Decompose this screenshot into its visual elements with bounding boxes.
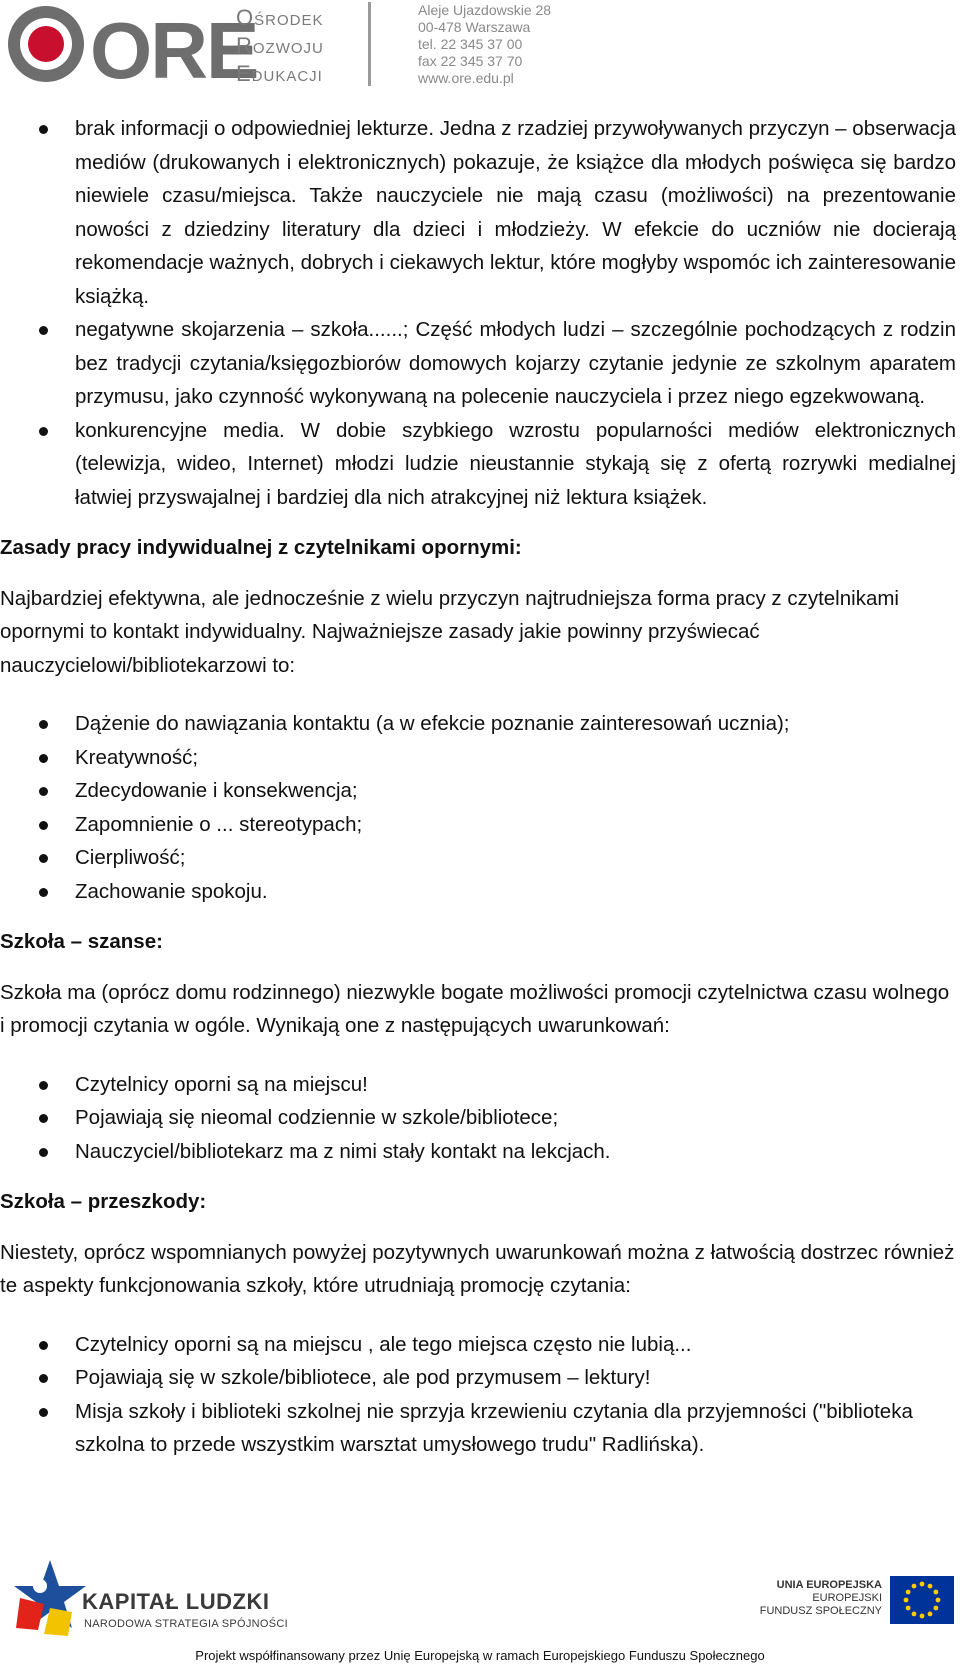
list-item-text: Zapomnienie o ... stereotypach; [75,812,363,836]
list-item-text: brak informacji o odpowiedniej lekturze. Jedna z rzadziej przywoływanych przyczyn – obserwacja mediów (drukowanych i elektronicznych) pokazuje, że książce dla młodych poświęca się bardzo niewiele czasu/miejsca. Także nauczyciele nie mają czasu (możliwości) na prezentowanie nowości z dziedziny literatury dla dzieci i młodzieży. W efekcie do uczniów nie docierają rekomendacje ważnych, dobrych i ciekawych lektur, które mogłyby wspomóc ich zainteresowanie książką. [75,117,956,308]
list-item [0,741,956,775]
bullet-icon [39,427,48,436]
kapital-ludzki-title: KAPITAŁ LUDZKI [82,1589,270,1614]
list-item-text: negatywne skojarzenia – szkoła......; Część młodych ludzi – szczególnie pochodzących z rodzin bez tradycji czytania/księgozbiorów domowych kojarzy czytanie jedynie ze szkolnym aparatem przymusu, jako czynność wykonywaną na polecenie nauczyciela i przez niego egzekwowaną. [75,318,956,408]
ore-logo [4,2,258,95]
list-item [0,1101,956,1135]
list-item-text: Pojawiają się nieomal codziennie w szkole/bibliotece; [75,1106,559,1129]
eu-label-line: EUROPEJSKI [812,1592,882,1604]
list-item [0,875,956,909]
list-item-text: Cierpliwość; [75,846,186,869]
bullet-icon [39,1148,48,1157]
document-body [0,112,956,1462]
list-item-text: Dążenie do nawiązania kontaktu (a w efekcie poznanie zainteresowań ucznia); [75,712,790,735]
section-paragraph: Niestety, oprócz wspomnianych powyżej pozytywnych uwarunkowań można z łatwością dostrzec również te aspekty funkcjonowania szkoły, które utrudniają promocję czytania: [0,1240,955,1297]
list-item-text: Czytelnicy oporni są na miejscu , ale tego miejsca często nie lubią... [75,1332,692,1356]
bullet-icon [39,787,48,796]
list-item [0,1068,956,1102]
list-item [0,1328,956,1362]
section-paragraph: Szkoła ma (oprócz domu rodzinnego) niezwykle bogate możliwości promocji czytelnictwa czasu wolnego i promocji czytania w ogóle. Wynikają one z następujących uwarunkowań: [0,980,950,1037]
org-name-line: Edukacji [236,61,323,86]
opportunities-list [0,1068,956,1169]
list-item-text: Kreatywność; [75,745,199,769]
list-item-text: konkurencyjne media. W dobie szybkiego wzrostu popularności mediów elektronicznych (telewizja, wideo, Internet) młodzi ludzie nieustannie stykają się z ofertą rozrywki medialnej łatwiej przyswajalnej i bardziej dla nich atrakcyjnej niż lektura książek. [75,418,956,509]
bullet-icon [39,1341,48,1350]
list-item [0,414,956,515]
address-line: www.ore.edu.pl [418,70,514,86]
address-line: Aleje Ujazdowskie 28 [418,2,552,18]
org-name-line: Rozwoju [236,33,324,58]
list-item [0,1135,956,1169]
bullet-icon [39,754,48,763]
org-name [236,4,324,88]
bullet-icon [39,720,48,729]
org-name-line: Ośrodek [236,5,324,30]
list-item [0,313,956,414]
kapital-ludzki-subtitle: NARODOWA STRATEGIA SPÓJNOŚCI [84,1618,288,1630]
list-item-text: Pojawiają się w szkole/bibliotece, ale pod przymusem – lektury! [75,1366,651,1389]
page-header [0,0,960,95]
list-item [0,112,956,313]
bullet-icon [39,1081,48,1090]
list-item [0,1395,956,1462]
eu-fund-label [760,1579,882,1618]
org-address [418,2,551,87]
list-item [0,707,956,741]
section-heading: Zasady pracy indywidualnej z czytelnikami opornymi: [0,536,522,559]
bullet-icon [39,854,48,863]
list-item-text: Misja szkoły i biblioteki szkolnej nie sprzyja krzewieniu czytania dla przyjemności ("biblioteka szkolna to przede wszystkim warsztat umysłowego trudu" Radlińska). [75,1399,913,1456]
list-item-text: Zachowanie spokoju. [75,879,268,903]
causes-list [0,112,956,514]
bullet-icon [39,821,48,830]
header-divider [368,2,371,86]
list-item-text: Nauczyciel/bibliotekarz ma z nimi stały kontakt na lekcjach. [75,1139,611,1163]
list-item [0,774,956,808]
address-line: 00-478 Warszawa [418,19,531,35]
bullet-icon [39,326,48,335]
rules-list [0,707,956,908]
eu-label-line: UNIA EUROPEJSKA [776,1579,882,1591]
address-line: tel. 22 345 37 00 [418,36,523,52]
bullet-icon [39,888,48,897]
bullet-icon [39,1408,48,1417]
section-heading: Szkoła – przeszkody: [0,1190,207,1213]
address-line: fax 22 345 37 70 [418,53,523,69]
section-paragraph: Najbardziej efektywna, ale jednocześnie z wielu przyczyn najtrudniejsza forma pracy z czytelnikami opornymi to kontakt indywidualny. Najważniejsze zasady jakie powinny przyświecać nauczycielowi/bibliotekarzowi to: [0,586,899,677]
bullet-icon [39,1374,48,1383]
bullet-icon [39,1114,48,1123]
section-heading: Szkoła – szanse: [0,930,163,953]
list-item [0,808,956,842]
eu-label-line: FUNDUSZ SPOŁECZNY [759,1605,882,1617]
bullet-icon [39,125,48,134]
obstacles-list [0,1328,956,1462]
list-item [0,1361,956,1395]
ore-logo-text: ORE [90,6,258,95]
page-footer [0,1548,960,1664]
list-item-text: Czytelnicy oporni są na miejscu! [75,1072,368,1096]
list-item-text: Zdecydowanie i konsekwencja; [75,779,358,802]
cofinancing-note: Projekt współfinansowany przez Unię Europejską w ramach Europejskiego Funduszu Społecznego [195,1648,765,1663]
kapital-ludzki-logo-icon [10,1558,90,1640]
eu-flag-icon [890,1576,954,1624]
list-item [0,841,956,875]
